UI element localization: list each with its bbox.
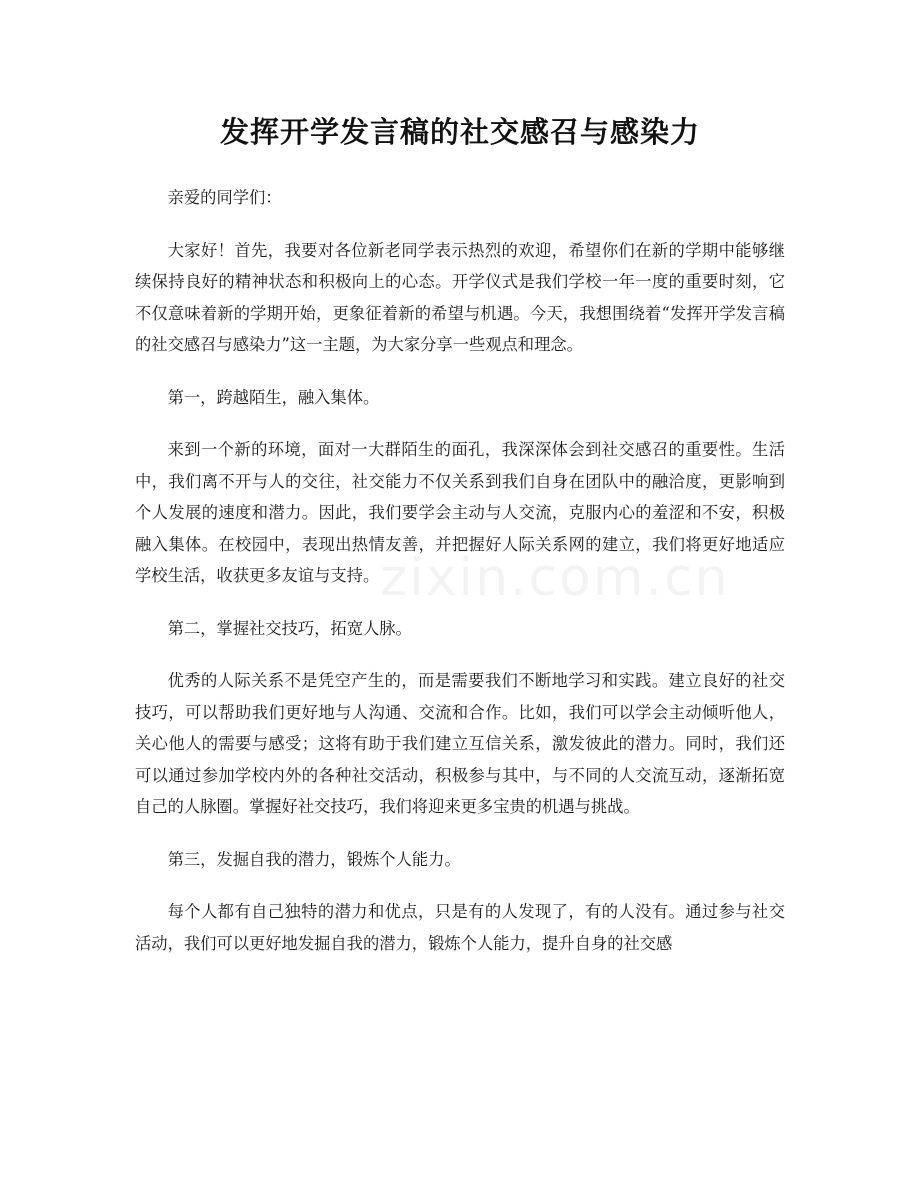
section-heading-2: 第二，掌握社交技巧，拓宽人脉。 (167, 618, 412, 638)
paragraph-section-2: 优秀的人际关系不是凭空产生的，而是需要我们不断地学习和实践。建立良好的社交技巧，可以帮助我们更好地与人沟通、交流和合作。比如，我们可以学会主动倾听他人，关心他人的需要与感受；这将有助于我们建立互信关系，激发彼此的潜力。同时，我们还可以通过参加学校内外的各种社交活动，积极参与其中，与不同的人交流互动，逐渐拓宽自己的人脉圈。掌握好社交技巧，我们将迎来更多宝贵的机遇与挑战。 (135, 671, 785, 816)
section-heading-1: 第一，跨越陌生，融入集体。 (167, 387, 380, 407)
watermark: zixin.com.cn (380, 548, 730, 608)
paragraph-section-3: 每个人都有自己独特的潜力和优点，只是有的人发现了，有的人没有。通过参与社交活动，我们可以更好地发掘自我的潜力，锻炼个人能力，提升自身的社交感 (135, 902, 785, 953)
section-heading-3: 第三，发掘自我的潜力，锻炼个人能力。 (167, 849, 461, 869)
salutation: 亲爱的同学们： (167, 188, 282, 207)
document-title: 发挥开学发言稿的社交感召与感染力 (219, 115, 700, 149)
document-body (135, 182, 785, 980)
paragraph-intro: 大家好！首先，我要对各位新老同学表示热烈的欢迎，希望你们在新的学期中能够继续保持良好的精神状态和积极向上的心态。开学仪式是我们学校一年一度的重要时刻，它不仅意味着新的学期开始，更象征着新的希望与机遇。今天，我想围绕着“发挥开学发言稿的社交感召与感染力”这一主题，为大家分享一些观点和理念。 (135, 240, 785, 354)
paragraph-section-1: 来到一个新的环境，面对一大群陌生的面孔，我深深体会到社交感召的重要性。生活中，我们离不开与人的交往，社交能力不仅关系到我们自身在团队中的融洽度，更影响到个人发展的速度和潜力。因此，我们要学会主动与人交流，克服内心的羞涩和不安，积极融入集体。在校园中，表现出热情友善，并把握好人际关系网的建立，我们将更好地适应学校生活，收获更多友谊与支持。 (135, 440, 785, 585)
